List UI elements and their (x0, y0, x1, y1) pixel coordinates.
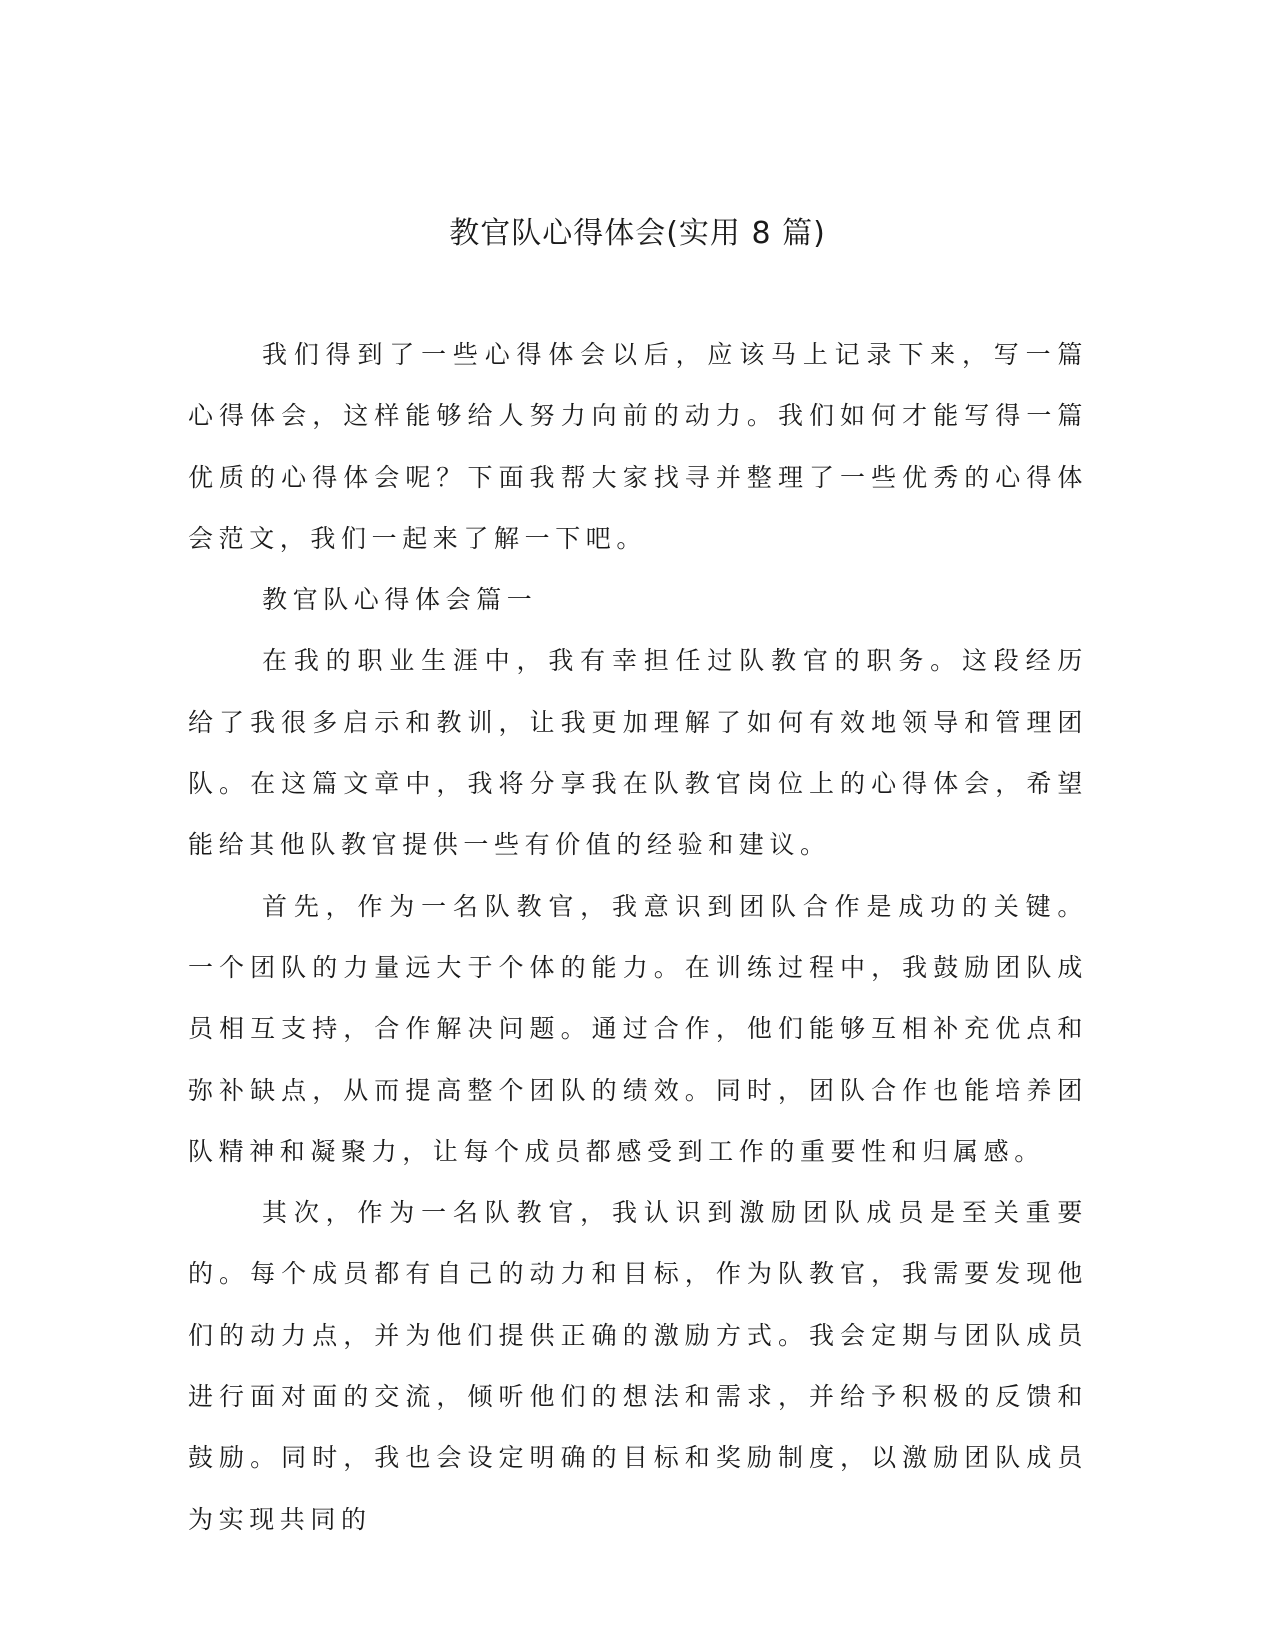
body-paragraph: 其次，作为一名队教官，我认识到激励团队成员是至关重要的。每个成员都有自己的动力和目标，作为队教官，我需要发现他们的动力点，并为他们提供正确的激励方式。我会定期与团队成员进行面对面的交流，倾听他们的想法和需求，并给予积极的反馈和鼓励。同时，我也会设定明确的目标和奖励制度，以激励团队成员为实现共同的 (188, 1198, 1088, 1534)
document-title: 教官队心得体会(实用 8 篇) (449, 216, 826, 251)
body-paragraph: 在我的职业生涯中，我有幸担任过队教官的职务。这段经历给了我很多启示和教训，让我更加理解了如何有效地领导和管理团队。在这篇文章中，我将分享我在队教官岗位上的心得体会，希望能给其他队教官提供一些有价值的经验和建议。 (188, 646, 1088, 860)
document-body (188, 324, 1088, 1550)
body-paragraph: 首先，作为一名队教官，我意识到团队合作是成功的关键。一个团队的力量远大于个体的能力。在训练过程中，我鼓励团队成员相互支持，合作解决问题。通过合作，他们能够互相补充优点和弥补缺点，从而提高整个团队的绩效。同时，团队合作也能培养团队精神和凝聚力，让每个成员都感受到工作的重要性和归属感。 (188, 891, 1088, 1166)
intro-paragraph: 我们得到了一些心得体会以后，应该马上记录下来，写一篇心得体会，这样能够给人努力向前的动力。我们如何才能写得一篇优质的心得体会呢？下面我帮大家找寻并整理了一些优秀的心得体会范文，我们一起来了解一下吧。 (188, 340, 1088, 553)
section-heading: 教官队心得体会篇一 (262, 585, 538, 615)
